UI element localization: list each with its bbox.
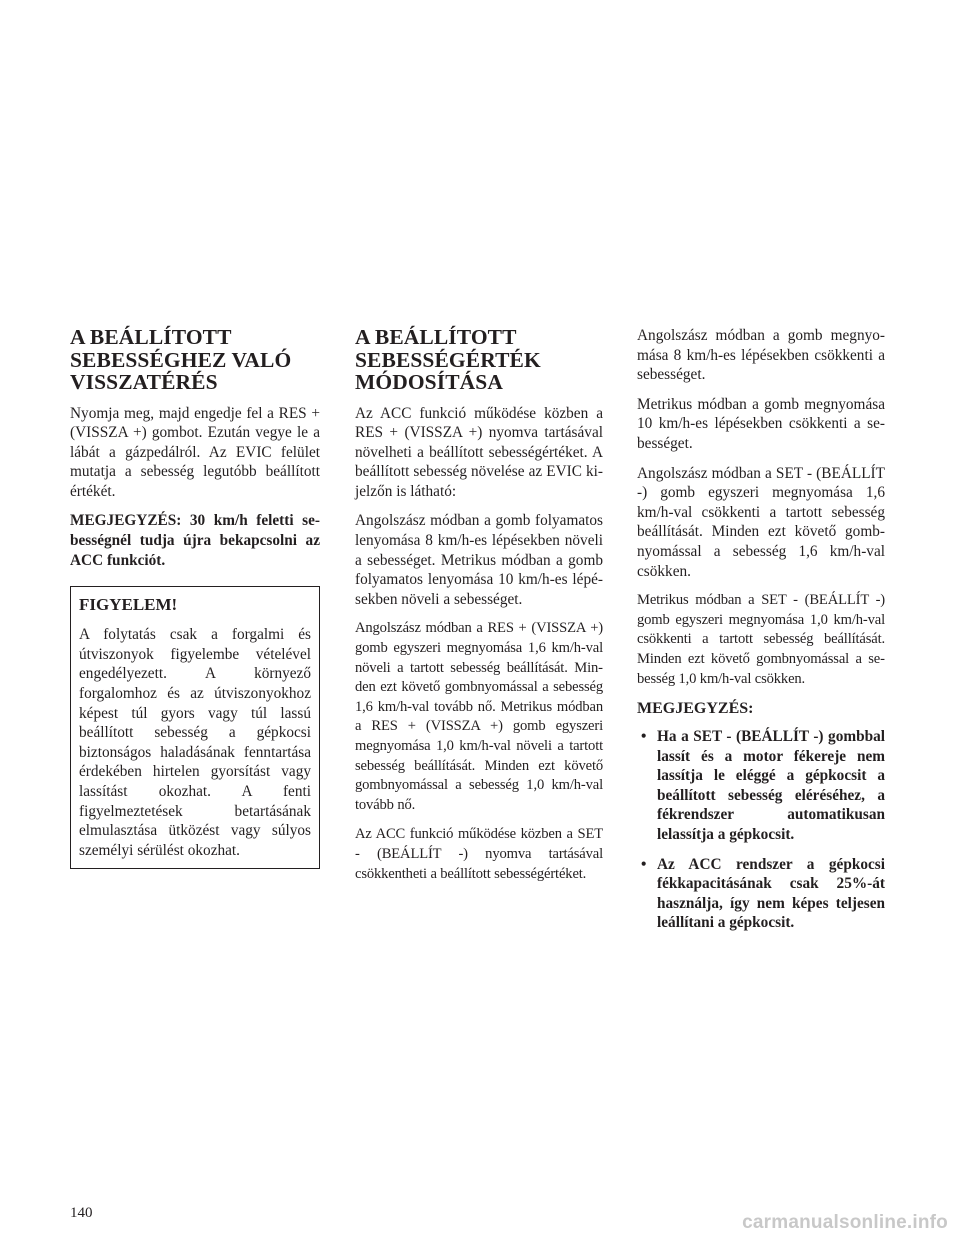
bullet-icon: • [641, 855, 647, 873]
paragraph: Angolszász módban a RES + (VISSZA +) gomb egyszeri megnyomása 1,6 km/h-val növeli a tartott sebesség beállítását. Minden ezt követő gombnyomással a sebesség 1,6 km/h-val tovább nő. Metrikus módban a RES + (VISSZA +) gomb egyszeri megnyomása 1,0 km/h-val növeli a tartott sebesség beállítását. Minden ezt követő gombnyomással a sebesség 1,0 km/h-val tovább nő. [355, 620, 603, 813]
footer-watermark: carmanualsonline.info [742, 1212, 948, 1233]
list-item-text: Az ACC rendszer a gépkocsi fékkapacitásának csak 25%-át használja, így nem képes teljesen leállítani a gépkocsit. [657, 855, 885, 932]
warning-box [70, 586, 320, 869]
paragraph: Nyomja meg, majd engedje fel a RES + (VISSZA +) gombot. Ezután vegye le a lábát a gázpedálról. Az EVIC felület mutatja a sebesség legutóbb beállított értékét. [70, 404, 320, 500]
paragraph: Angolszász módban a SET - (BEÁLLÍT -) gomb egyszeri megnyomása 1,6 km/h-val csökkenti a tartott sebesség beállítását. Minden ezt követő gombnyomással a sebesség 1,6 km/h-val csökken. [637, 464, 885, 580]
note-bullet-list [637, 727, 885, 933]
middle-column [355, 326, 603, 894]
paragraph: Angolszász módban a gomb megnyomása 8 km/h-es lépésekben csökkenti a sebességet. [637, 327, 885, 384]
list-item-text: Ha a SET - (BEÁLLÍT -) gombbal lassít és a motor fékereje nem lassítja le eléggé a gépkocsit a beállított sebesség eléréséhez, a fékrendszer automatikusan lelassítja a gépkocsit. [657, 728, 885, 844]
paragraph: Metrikus módban a SET - (BEÁLLÍT -) gomb egyszeri megnyomása 1,0 km/h-val csökkenti a tartott sebesség beállítását. Minden ezt követő gombnyomással a sebesség 1,0 km/h-val csökken. [637, 592, 885, 687]
paragraph: Metrikus módban a gomb megnyomása 10 km/h-es lépésekben csökkenti a sebességet. [637, 395, 885, 452]
note-paragraph: MEGJEGYZÉS: 30 km/h feletti sebességnél tudja újra bekapcsolni az ACC funkciót. [70, 512, 320, 569]
right-column [637, 326, 885, 943]
section-heading-modify-set-speed: A BEÁLLÍTOTT SEBESSÉGÉRTÉK MÓDOSÍTÁSA [355, 325, 541, 394]
bullet-icon: • [641, 728, 647, 746]
page-number: 140 [70, 1205, 93, 1221]
warning-title: FIGYELEM! [79, 595, 178, 615]
note-heading: MEGJEGYZÉS: [637, 700, 754, 718]
paragraph: Az ACC funkció működése közben a SET - (BEÁLLÍT -) nyomva tartásával csökkentheti a beállított sebességértéket. [355, 826, 603, 882]
list-item [637, 855, 885, 933]
section-heading-return-to-set-speed: A BEÁLLÍTOTT SEBESSÉGHEZ VALÓ VISSZATÉRÉS [70, 325, 292, 394]
list-item [637, 727, 885, 845]
paragraph: Az ACC funkció működése közben a RES + (VISSZA +) nyomva tartásával növelheti a beállított sebességértéket. A beállított sebesség növelése az EVIC kijelzőn is látható: [355, 404, 603, 500]
warning-text: A folytatás csak a forgalmi és útviszonyok figyelembe vételével engedélyezett. A környező forgalomhoz és az útviszonyokhoz képest túl gyors vagy túl lassú beállított sebesség a gépkocsi biztonságos haladásának fenntartása érdekében hirtelen gyorsítást vagy lassítást okozhat. A fenti figyelmeztetések betartásának elmulasztása ütközést vagy súlyos személyi sérülést okozhat. [79, 626, 311, 859]
paragraph: Angolszász módban a gomb folyamatos lenyomása 8 km/h-es lépésekben növeli a sebességet. Metrikus módban a gomb folyamatos lenyomása 10 km/h-es lépésekben növeli a sebességet. [355, 512, 603, 608]
left-column [70, 326, 320, 869]
